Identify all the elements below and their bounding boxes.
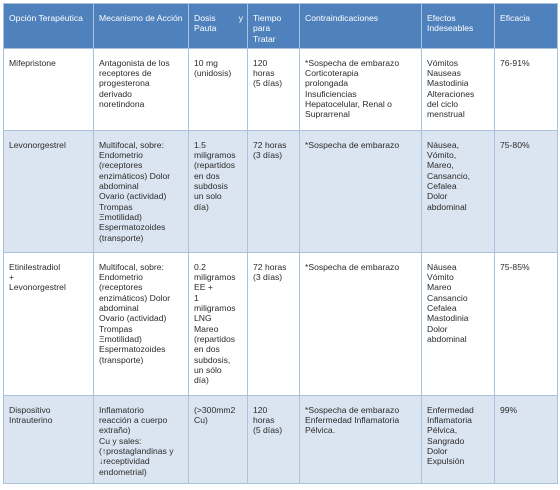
cell-line: un solo [194,191,222,202]
cell-line: 0.2 [194,261,206,272]
cell-line: 120 [253,404,268,415]
cell-line: Etinilestradiol [9,261,61,272]
therapeutic-options-table [3,3,558,484]
cell-line: Cu) [194,415,208,426]
cell-line: Mastodinia [427,78,469,89]
cell-line: Espermatozoides [99,222,166,233]
cell-dosis [189,48,248,130]
cell-tiempo [248,395,300,483]
cell-line: derivado [99,88,132,99]
cell-line: enzimáticos) Dolor [99,170,171,181]
cell-eficacia [495,252,558,395]
cell-line: Trompas [99,201,133,212]
cell-line: Ovario (actividad) [99,191,167,202]
cell-line: Levonorgestrel [9,282,66,293]
cell-line: menstrual [427,109,465,120]
cell-efectos [422,130,495,252]
header-contraindicaciones: Contraindicaciones [300,4,422,49]
cell-efectos [422,395,495,483]
cell-line: abdominal [99,303,139,314]
table-row [4,130,558,252]
cell-line: Dispositivo [9,404,51,415]
cell-line: Nauseas [427,68,461,79]
cell-line: Dolor [427,191,448,202]
cell-line: Hepatocelular, Renal o [305,99,392,110]
cell-line: receptores de [99,68,152,79]
cell-mecanismo [94,252,189,395]
cell-line: Dolor [427,323,448,334]
cell-line: Cansancio [427,292,468,303]
cell-line: Cefalea [427,303,457,314]
cell-line: 72 horas [253,139,287,150]
cell-line: Cefalea [427,181,457,192]
cell-line: (transporte) [99,354,144,365]
cell-line: día) [194,375,209,386]
cell-line: horas [253,415,275,426]
cell-eficacia [495,48,558,130]
cell-line: ↓receptividad [99,456,150,467]
cell-line: Intrauterino [9,415,53,426]
cell-line: prolongada [305,78,349,89]
cell-line: subdosis, [194,354,231,365]
cell-line: Espermatozoides [99,344,166,355]
cell-contraindicaciones [300,48,422,130]
cell-line: Corticoterapia [305,68,359,79]
cell-line: 72 horas [253,261,287,272]
cell-line: abdominal [427,333,467,344]
cell-efectos [422,252,495,395]
cell-line: Vómitos [427,57,459,68]
cell-line: Mareo [427,282,452,293]
cell-line: 10 mg [194,57,218,68]
header-mecanismo: Mecanismo de Acción [94,4,189,49]
cell-line: 76-91% [500,57,530,68]
cell-line: Ξmotilidad) [99,211,142,222]
cell-opcion [4,252,94,395]
cell-eficacia [495,130,558,252]
cell-mecanismo [94,48,189,130]
cell-line: Alteraciones [427,88,475,99]
cell-line: progesterona [99,78,150,89]
cell-line: Expulsión [427,456,465,467]
cell-opcion [4,48,94,130]
cell-line: (3 días) [253,272,283,283]
cell-line: (transporte) [99,232,144,243]
cell-line: Mastodinia [427,313,469,324]
cell-line: 99% [500,404,518,415]
header-eficacia: Eficacia [495,4,558,49]
cell-line: (unidosis) [194,68,232,79]
cell-line: (5 días) [253,425,283,436]
cell-line: miligramos [194,272,236,283]
table-header-row [4,4,558,49]
cell-dosis [189,252,248,395]
cell-line: endometrial) [99,466,147,477]
cell-line: Inflamatorio [99,404,144,415]
cell-line: Vómito [427,272,454,283]
header-efectos: Efectos Indeseables [422,4,495,49]
cell-contraindicaciones [300,252,422,395]
cell-line: extraño) [99,425,131,436]
cell-efectos [422,48,495,130]
cell-line: Endometrio [99,272,143,283]
cell-line: + [9,272,15,283]
cell-line: LNG [194,313,212,324]
header-tiempo: Tiempo para Tratar [248,4,300,49]
cell-line: Ξmotilidad) [99,333,142,344]
cell-line: (repartidos [194,160,236,171]
table-row [4,48,558,130]
cell-line: *Sospecha de embarazo [305,404,400,415]
cell-line: Pélvica, [427,425,458,436]
cell-mecanismo [94,395,189,483]
cell-mecanismo [94,130,189,252]
cell-line: subdosis [194,181,228,192]
cell-line: miligramos [194,303,236,314]
cell-line: Sangrado [427,435,465,446]
cell-line: Enfermedad Inflamatoria [305,415,400,426]
cell-line: Cansancio, [427,170,470,181]
cell-eficacia [495,395,558,483]
cell-line: *Sospecha de embarazo [305,57,400,68]
cell-line: Trompas [99,323,133,334]
cell-line: Cu y sales: [99,435,142,446]
cell-line: un sólo [194,364,222,375]
cell-tiempo [248,252,300,395]
table-row [4,395,558,483]
cell-line: Multifocal, sobre: [99,139,164,150]
cell-opcion [4,130,94,252]
cell-line: día) [194,201,209,212]
cell-line: *Sospecha de embarazo [305,261,400,272]
cell-line: abdominal [427,201,467,212]
cell-line: Levonorgestrel [9,139,66,150]
cell-line: horas [253,68,275,79]
table-row [4,252,558,395]
cell-line: del ciclo [427,99,459,110]
cell-line: Endometrio [99,150,143,161]
cell-line: 120 [253,57,268,68]
cell-opcion [4,395,94,483]
header-opcion: Opción Terapéutica [4,4,94,49]
cell-line: 1 [194,292,199,303]
cell-line: Inflamatoria [427,415,472,426]
cell-line: Dolor [427,446,448,457]
cell-line: en dos [194,170,220,181]
cell-line: 1.5 [194,139,206,150]
cell-contraindicaciones [300,130,422,252]
cell-line: (repartidos [194,333,236,344]
cell-line: Mifepristone [9,57,56,68]
cell-line: Insuficiencias [305,88,357,99]
cell-line: noretindona [99,99,145,110]
cell-line: Náusea [427,261,457,272]
header-dosis: Dosis y Pauta [189,4,248,49]
cell-tiempo [248,48,300,130]
cell-line: Antagonista de los [99,57,170,68]
cell-line: (3 días) [253,150,283,161]
cell-line: Náusea, [427,139,460,150]
cell-line: abdominal [99,181,139,192]
cell-line: (>300mm2 [194,404,236,415]
cell-tiempo [248,130,300,252]
cell-line: enzimáticos) Dolor [99,292,171,303]
cell-line: miligramos [194,150,236,161]
cell-line: Pélvica. [305,425,336,436]
cell-line: (5 días) [253,78,283,89]
cell-line: (receptores [99,282,143,293]
cell-dosis [189,130,248,252]
cell-line: (↑prostaglandinas y [99,446,174,457]
cell-dosis [189,395,248,483]
cell-line: reacción a cuerpo [99,415,168,426]
cell-line: en dos [194,344,220,355]
cell-line: Vómito, [427,150,457,161]
cell-line: Mareo, [427,160,454,171]
cell-line: Enfermedad [427,404,474,415]
cell-line: Mareo [194,323,219,334]
cell-line: Multifocal, sobre: [99,261,164,272]
cell-line: *Sospecha de embarazo [305,139,400,150]
cell-line: 75-80% [500,139,530,150]
cell-line: EE + [194,282,213,293]
cell-contraindicaciones [300,395,422,483]
cell-line: (receptores [99,160,143,171]
cell-line: Ovario (actividad) [99,313,167,324]
cell-line: Suprarrenal [305,109,350,120]
cell-line: 75-85% [500,261,530,272]
